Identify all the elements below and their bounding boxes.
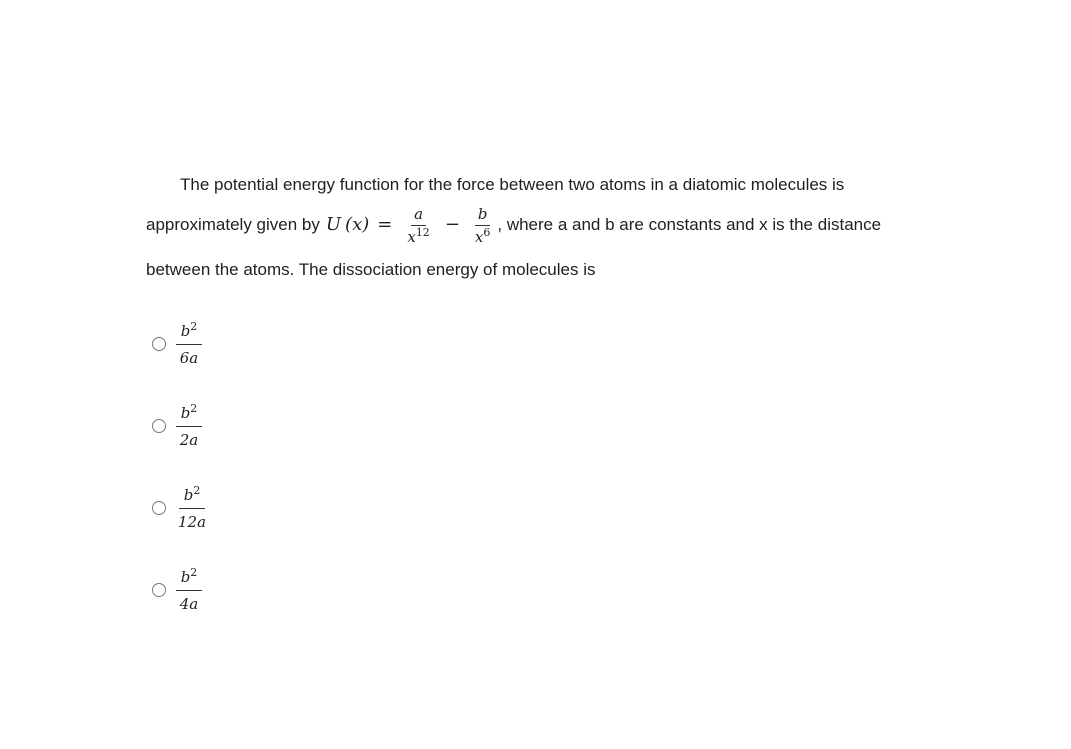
- question-line-2: [146, 200, 946, 250]
- option-2-fraction: [176, 403, 202, 450]
- option-4[interactable]: [152, 561, 208, 619]
- option-3-numerator: [179, 485, 205, 509]
- option-2-num-base: b: [180, 403, 191, 422]
- formula-term-2-denominator: [472, 226, 493, 246]
- formula-term-1-den-base: x: [407, 227, 416, 246]
- option-1[interactable]: [152, 315, 208, 373]
- option-2-numerator: [176, 403, 202, 427]
- formula-term-2: [472, 205, 493, 246]
- formula-func-arg: (x): [345, 214, 370, 235]
- formula-term-2-den-exp: 6: [483, 225, 491, 239]
- radio-button-option-3[interactable]: [152, 501, 166, 515]
- formula-equals: =: [377, 214, 393, 235]
- option-3-num-exp: 2: [193, 483, 201, 497]
- formula-term-2-den-base: x: [474, 227, 484, 246]
- formula-term-1-denominator: [404, 226, 432, 246]
- radio-button-option-1[interactable]: [152, 337, 166, 351]
- formula-term-2-numerator: b: [475, 205, 491, 226]
- option-3-denominator: 12a: [178, 512, 207, 531]
- question-line-3: between the atoms. The dissociation energy of molecules is: [146, 260, 596, 279]
- radio-button-option-4[interactable]: [152, 583, 166, 597]
- formula-lhs: [326, 205, 369, 245]
- option-2[interactable]: [152, 397, 208, 455]
- option-3-fraction: [176, 485, 208, 532]
- question-line-1: The potential energy function for the force between two atoms in a diatomic molecules is: [180, 175, 845, 194]
- option-4-num-exp: 2: [190, 565, 198, 579]
- option-1-numerator: [176, 321, 202, 345]
- option-4-num-base: b: [180, 567, 191, 586]
- question-line-2-suffix: , where a and b are constants and x is the distance: [497, 215, 882, 234]
- option-1-denominator: 6a: [179, 348, 199, 367]
- answer-options: [152, 315, 208, 643]
- option-1-num-exp: 2: [190, 319, 198, 333]
- formula-term-1-den-exp: 12: [415, 225, 430, 239]
- option-4-fraction: [176, 567, 202, 614]
- formula-term-1: [404, 205, 432, 246]
- option-1-num-base: b: [180, 321, 191, 340]
- option-3-num-base: b: [183, 485, 194, 504]
- option-1-fraction: [176, 321, 202, 368]
- formula-term-1-numerator: a: [411, 205, 426, 226]
- question-text: [146, 170, 946, 290]
- option-3[interactable]: [152, 479, 208, 537]
- question-line-2-prefix: approximately given by: [146, 215, 320, 234]
- formula-func-name: U: [325, 214, 342, 235]
- radio-button-option-2[interactable]: [152, 419, 166, 433]
- formula-minus: −: [444, 214, 460, 235]
- option-4-denominator: 4a: [179, 594, 199, 613]
- option-4-numerator: [176, 567, 202, 591]
- option-2-denominator: 2a: [179, 430, 199, 449]
- option-2-num-exp: 2: [190, 401, 198, 415]
